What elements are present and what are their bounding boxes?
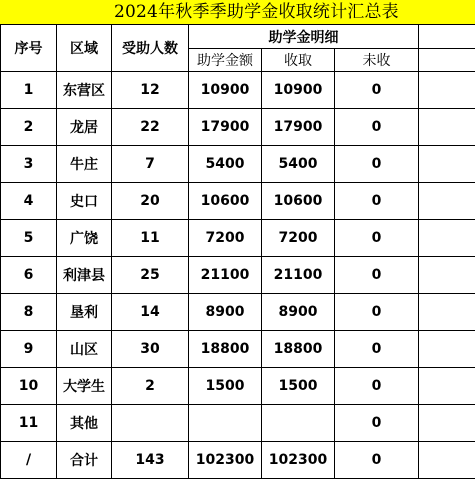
- cell-count[interactable]: [112, 405, 189, 442]
- table-row: [1, 331, 475, 368]
- cell-no[interactable]: 10: [1, 368, 57, 405]
- cell-region[interactable]: 龙居: [57, 109, 112, 146]
- cell-amount[interactable]: 21100: [189, 257, 262, 294]
- cell-no[interactable]: /: [1, 442, 57, 479]
- cell-uncollected[interactable]: 0: [335, 109, 419, 146]
- title-row[interactable]: [0, 0, 475, 25]
- table-row: [1, 146, 475, 183]
- cell-collected[interactable]: 10600: [262, 183, 335, 220]
- cell-uncollected[interactable]: 0: [335, 331, 419, 368]
- cell-region[interactable]: 垦利: [57, 294, 112, 331]
- cell-amount[interactable]: 7200: [189, 220, 262, 257]
- table-row: [1, 257, 475, 294]
- empty-cell[interactable]: [419, 368, 475, 405]
- empty-cell[interactable]: [419, 294, 475, 331]
- header-detail[interactable]: 助学金明细: [189, 25, 419, 49]
- cell-region[interactable]: 合计: [57, 442, 112, 479]
- cell-uncollected[interactable]: 0: [335, 183, 419, 220]
- cell-collected[interactable]: 8900: [262, 294, 335, 331]
- cell-no[interactable]: 8: [1, 294, 57, 331]
- cell-uncollected[interactable]: 0: [335, 220, 419, 257]
- table-row: [1, 294, 475, 331]
- cell-collected[interactable]: 102300: [262, 442, 335, 479]
- cell-count[interactable]: 30: [112, 331, 189, 368]
- cell-uncollected[interactable]: 0: [335, 405, 419, 442]
- cell-collected[interactable]: 17900: [262, 109, 335, 146]
- cell-count[interactable]: 14: [112, 294, 189, 331]
- cell-amount[interactable]: 102300: [189, 442, 262, 479]
- cell-amount[interactable]: 10600: [189, 183, 262, 220]
- cell-collected[interactable]: 18800: [262, 331, 335, 368]
- empty-cell[interactable]: [419, 183, 475, 220]
- cell-amount[interactable]: 1500: [189, 368, 262, 405]
- empty-cell[interactable]: [419, 331, 475, 368]
- cell-no[interactable]: 9: [1, 331, 57, 368]
- cell-collected[interactable]: 5400: [262, 146, 335, 183]
- cell-collected[interactable]: 7200: [262, 220, 335, 257]
- cell-region[interactable]: 利津县: [57, 257, 112, 294]
- table-row: [1, 442, 475, 479]
- empty-cell[interactable]: [419, 109, 475, 146]
- cell-count[interactable]: 7: [112, 146, 189, 183]
- cell-collected[interactable]: 1500: [262, 368, 335, 405]
- header-row-1: [1, 25, 475, 49]
- cell-region[interactable]: 大学生: [57, 368, 112, 405]
- cell-uncollected[interactable]: 0: [335, 294, 419, 331]
- cell-amount[interactable]: 17900: [189, 109, 262, 146]
- cell-uncollected[interactable]: 0: [335, 442, 419, 479]
- cell-region[interactable]: 牛庄: [57, 146, 112, 183]
- empty-cell[interactable]: [419, 49, 475, 72]
- cell-amount[interactable]: 18800: [189, 331, 262, 368]
- cell-amount[interactable]: [189, 405, 262, 442]
- empty-cell[interactable]: [419, 405, 475, 442]
- cell-no[interactable]: 5: [1, 220, 57, 257]
- cell-amount[interactable]: 10900: [189, 72, 262, 109]
- cell-amount[interactable]: 5400: [189, 146, 262, 183]
- cell-count[interactable]: 22: [112, 109, 189, 146]
- table-row: [1, 368, 475, 405]
- empty-cell[interactable]: [419, 257, 475, 294]
- cell-region[interactable]: 其他: [57, 405, 112, 442]
- table-row: [1, 109, 475, 146]
- cell-no[interactable]: 2: [1, 109, 57, 146]
- cell-region[interactable]: 山区: [57, 331, 112, 368]
- empty-cell[interactable]: [419, 220, 475, 257]
- cell-no[interactable]: 11: [1, 405, 57, 442]
- cell-collected[interactable]: 10900: [262, 72, 335, 109]
- cell-region[interactable]: 东营区: [57, 72, 112, 109]
- cell-no[interactable]: 3: [1, 146, 57, 183]
- sheet-title: 2024年秋季季助学金收取统计汇总表: [114, 2, 399, 22]
- header-uncollected[interactable]: 未收: [335, 49, 419, 72]
- empty-cell[interactable]: [419, 25, 475, 49]
- table-row: [1, 72, 475, 109]
- cell-no[interactable]: 1: [1, 72, 57, 109]
- cell-amount[interactable]: 8900: [189, 294, 262, 331]
- cell-uncollected[interactable]: 0: [335, 257, 419, 294]
- empty-cell[interactable]: [419, 146, 475, 183]
- cell-count[interactable]: 2: [112, 368, 189, 405]
- table-row: [1, 405, 475, 442]
- cell-uncollected[interactable]: 0: [335, 368, 419, 405]
- header-region[interactable]: 区域: [57, 25, 112, 72]
- cell-uncollected[interactable]: 0: [335, 72, 419, 109]
- cell-collected[interactable]: 21100: [262, 257, 335, 294]
- cell-count[interactable]: 143: [112, 442, 189, 479]
- header-count[interactable]: 受助人数: [112, 25, 189, 72]
- cell-uncollected[interactable]: 0: [335, 146, 419, 183]
- empty-cell[interactable]: [419, 72, 475, 109]
- header-amount[interactable]: 助学金额: [189, 49, 262, 72]
- table-row: [1, 220, 475, 257]
- cell-count[interactable]: 12: [112, 72, 189, 109]
- cell-count[interactable]: 20: [112, 183, 189, 220]
- cell-collected[interactable]: [262, 405, 335, 442]
- header-no[interactable]: 序号: [1, 25, 57, 72]
- table-row: [1, 183, 475, 220]
- cell-no[interactable]: 6: [1, 257, 57, 294]
- summary-table: [0, 24, 475, 479]
- cell-count[interactable]: 25: [112, 257, 189, 294]
- header-collected[interactable]: 收取: [262, 49, 335, 72]
- cell-region[interactable]: 广饶: [57, 220, 112, 257]
- cell-no[interactable]: 4: [1, 183, 57, 220]
- cell-count[interactable]: 11: [112, 220, 189, 257]
- empty-cell[interactable]: [419, 442, 475, 479]
- cell-region[interactable]: 史口: [57, 183, 112, 220]
